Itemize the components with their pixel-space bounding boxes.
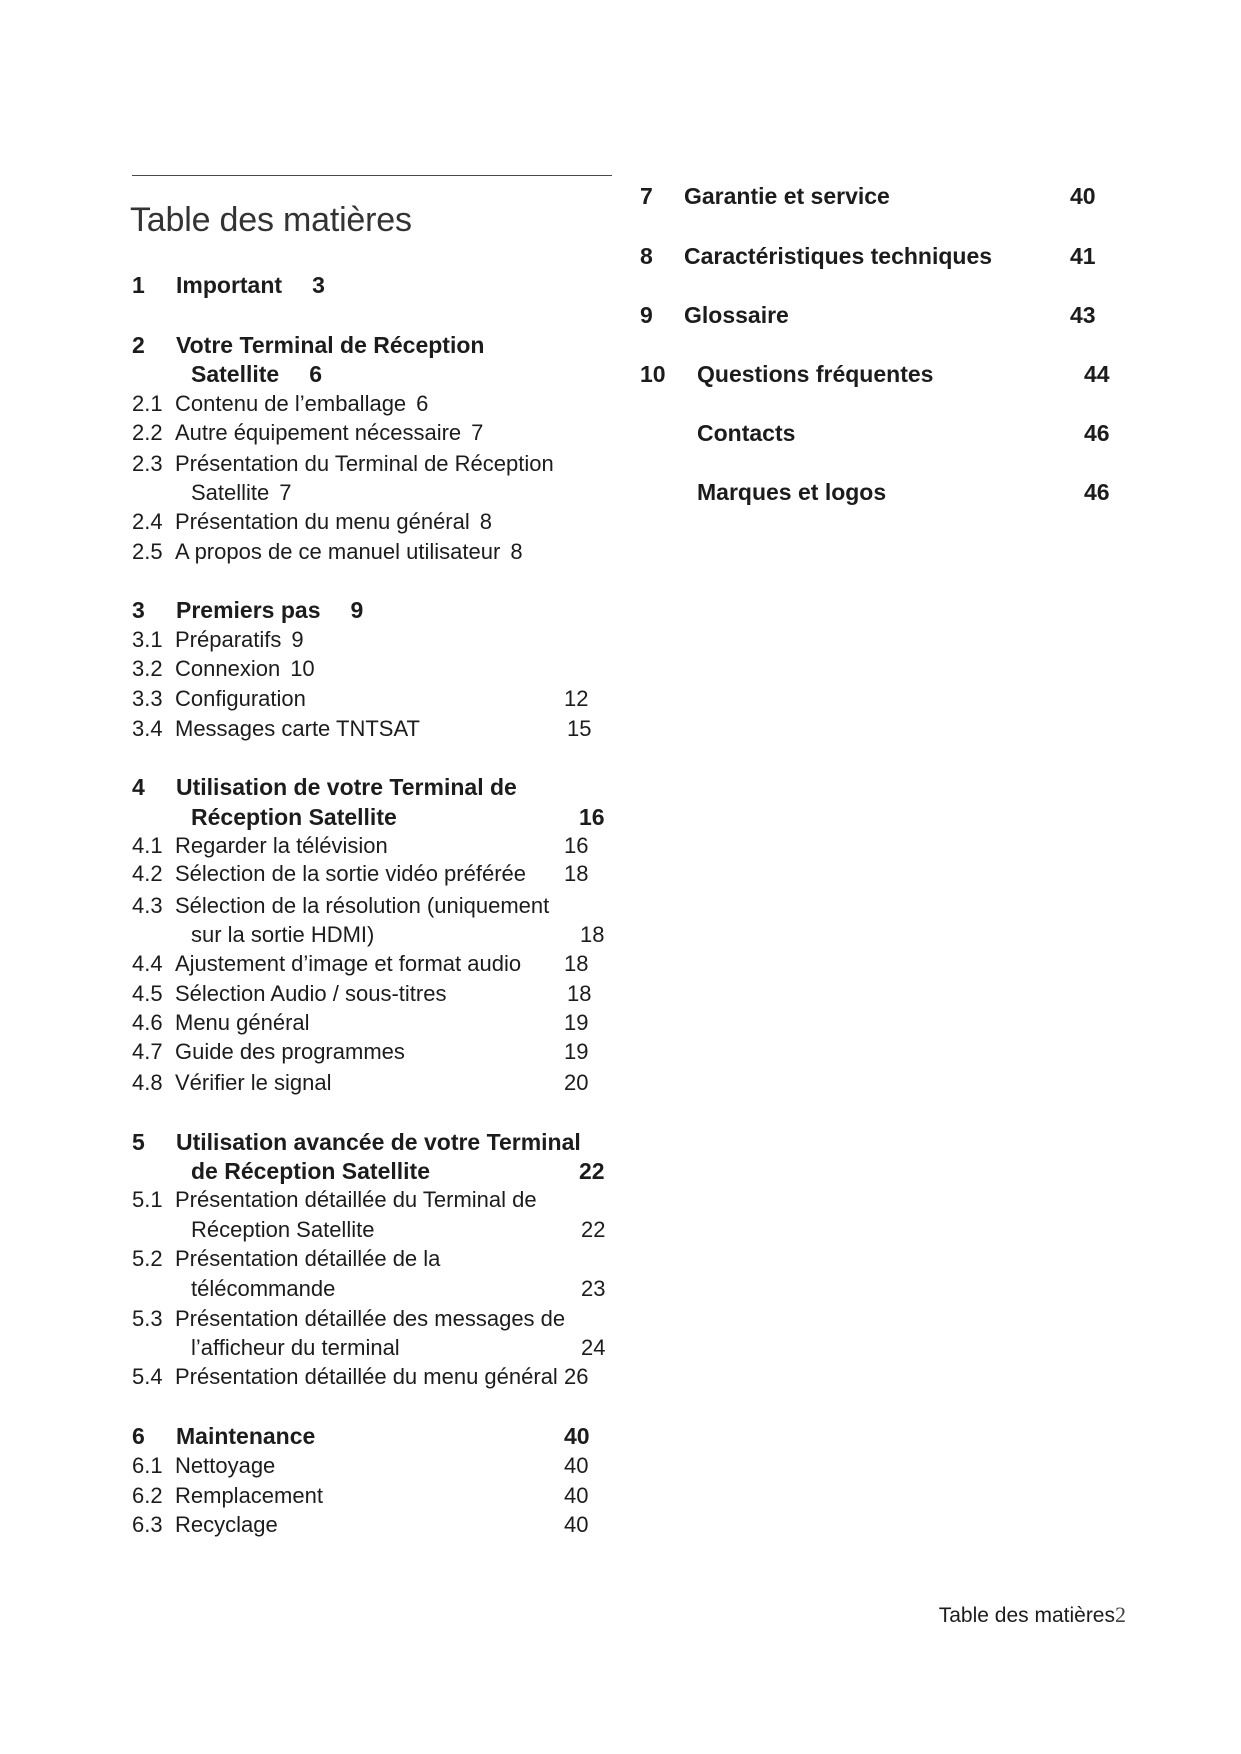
entry-title: Nettoyage	[175, 1453, 276, 1478]
toc-section-heading	[0, 1421, 620, 1451]
page-number: 20	[564, 1070, 589, 1095]
entry-number: 2.1	[132, 391, 163, 416]
entry-number: 5.4	[132, 1364, 163, 1389]
entry-number: 4.5	[132, 981, 163, 1006]
toc-section-8	[620, 241, 1241, 271]
entry-title: Présentation du Terminal de Réception	[175, 451, 554, 476]
entry-title: l’afficheur du terminal	[191, 1335, 400, 1360]
section-title: Réception Satellite	[191, 804, 397, 830]
toc-entry-3-4	[0, 714, 620, 744]
section-title: Questions fréquentes	[697, 361, 934, 387]
page-number: 7	[471, 420, 484, 445]
toc-section-heading	[0, 330, 620, 360]
page-number: 15	[567, 716, 592, 741]
section-number: 4	[132, 774, 145, 800]
page-number: 10	[290, 656, 315, 681]
entry-title-group	[175, 418, 483, 448]
entry-number: 5.3	[132, 1306, 163, 1331]
section-title: Important	[176, 272, 283, 298]
entry-title-group	[175, 537, 523, 567]
toc-section-heading	[0, 772, 620, 802]
toc-section-heading-continued	[0, 359, 620, 389]
entry-title: Connexion	[175, 656, 281, 681]
entry-title: télécommande	[191, 1276, 336, 1301]
page-number: 40	[564, 1483, 589, 1508]
section-title: Utilisation avancée de votre Terminal	[176, 1129, 581, 1155]
entry-number: 5.1	[132, 1187, 163, 1212]
entry-title: Présentation détaillée de la	[175, 1246, 441, 1271]
page-number: 22	[581, 1217, 606, 1242]
toc-entry-3-3	[0, 684, 620, 714]
section-title: Premiers pas	[176, 597, 321, 623]
entry-number: 3.3	[132, 686, 163, 711]
entry-number: 5.2	[132, 1246, 163, 1271]
page-number: 40	[564, 1453, 589, 1478]
entry-title: Présentation détaillée des messages de	[175, 1306, 566, 1331]
toc-entry-4-8	[0, 1068, 620, 1098]
toc-section-10	[620, 359, 1241, 389]
entry-title: Sélection Audio / sous-titres	[175, 981, 447, 1006]
toc-entry-4-4	[0, 949, 620, 979]
page-number: 43	[1070, 302, 1096, 328]
section-number: 8	[640, 243, 653, 269]
entry-number: 2.5	[132, 539, 163, 564]
entry-number: 6.1	[132, 1453, 163, 1478]
toc-entry-4-5	[0, 979, 620, 1009]
toc-entry-6-2	[0, 1481, 620, 1511]
toc-entry-5-1	[0, 1185, 620, 1215]
entry-title: Satellite	[191, 480, 270, 505]
page-number: 12	[564, 686, 589, 711]
toc-entry-5-2	[0, 1244, 620, 1274]
section-title-group	[191, 359, 322, 389]
entry-title: Configuration	[175, 686, 306, 711]
entry-number: 2.3	[132, 451, 163, 476]
entry-title: Réception Satellite	[191, 1217, 375, 1242]
toc-section-heading	[0, 1127, 620, 1157]
page-number: 18	[564, 861, 589, 886]
entry-title: Guide des programmes	[175, 1039, 405, 1064]
entry-number: 4.2	[132, 861, 163, 886]
page-number: 40	[1070, 183, 1096, 209]
entry-number: 4.7	[132, 1039, 163, 1064]
entry-number: 4.1	[132, 833, 163, 858]
footer-page-number: 2	[1115, 1602, 1126, 1627]
page-number: 40	[564, 1512, 589, 1537]
section-title: Glossaire	[684, 302, 789, 328]
section-number: 3	[132, 597, 145, 623]
section-number: 5	[132, 1129, 145, 1155]
section-title: Satellite	[191, 361, 280, 387]
page-number: 23	[581, 1276, 606, 1301]
toc-entry-2-4	[0, 507, 620, 537]
entry-title: Recyclage	[175, 1512, 278, 1537]
toc-entry-2-3-continued	[0, 478, 620, 508]
entry-number: 3.1	[132, 627, 163, 652]
entry-title-group	[175, 389, 428, 419]
footer-label: Table des matières	[938, 1604, 1115, 1627]
page-footer	[939, 1600, 1126, 1630]
page-number: 8	[510, 539, 523, 564]
page-number: 18	[567, 981, 592, 1006]
entry-title: Menu général	[175, 1010, 310, 1035]
section-title: Utilisation de votre Terminal de	[176, 774, 517, 800]
section-title: Caractéristiques techniques	[684, 243, 993, 269]
toc-entry-5-2-continued	[0, 1274, 620, 1304]
page-number: 16	[579, 804, 605, 830]
page-number: 41	[1070, 243, 1096, 269]
toc-section-9	[620, 300, 1241, 330]
toc-section-trademarks	[620, 477, 1241, 507]
section-number: 2	[132, 332, 145, 358]
section-number: 10	[640, 361, 666, 387]
page-number: 6	[309, 361, 323, 387]
toc-entry-5-1-continued	[0, 1215, 620, 1245]
toc-entry-4-3	[0, 891, 620, 921]
page-number: 44	[1084, 361, 1110, 387]
title-rule	[132, 175, 612, 176]
toc-entry-3-2	[0, 654, 620, 684]
entry-title: Messages carte TNTSAT	[175, 716, 420, 741]
toc-entry-6-1	[0, 1451, 620, 1481]
page-number: 46	[1084, 479, 1110, 505]
page-number: 7	[279, 480, 292, 505]
entry-title: sur la sortie HDMI)	[191, 922, 375, 947]
section-title-group	[176, 270, 325, 300]
section-title: Maintenance	[176, 1423, 316, 1449]
entry-title: Vérifier le signal	[175, 1070, 332, 1095]
entry-number: 4.4	[132, 951, 163, 976]
entry-title: Sélection de la sortie vidéo préférée	[175, 861, 526, 886]
toc-entry-4-6	[0, 1008, 620, 1038]
entry-number: 3.2	[132, 656, 163, 681]
page-number: 46	[1084, 420, 1110, 446]
entry-number: 4.8	[132, 1070, 163, 1095]
section-title-group	[176, 595, 363, 625]
entry-title-group	[191, 478, 292, 508]
entry-title: Ajustement d’image et format audio	[175, 951, 522, 976]
page-number: 6	[416, 391, 429, 416]
page-number: 9	[350, 597, 364, 623]
page-number: 3	[312, 272, 325, 298]
entry-title: Préparatifs	[175, 627, 282, 652]
page-number: 9	[291, 627, 304, 652]
entry-title: Remplacement	[175, 1483, 323, 1508]
toc-entry-2-3	[0, 449, 620, 479]
toc-entry-2-2	[0, 418, 620, 448]
page-title: Table des matières	[130, 201, 412, 239]
toc-entry-6-3	[0, 1510, 620, 1540]
page-number: 16	[564, 833, 589, 858]
entry-title: Contenu de l’emballage	[175, 391, 407, 416]
entry-title: Regarder la télévision	[175, 833, 388, 858]
toc-section-7	[620, 181, 1241, 211]
entry-number: 2.2	[132, 420, 163, 445]
toc-section-heading-continued	[0, 1156, 620, 1186]
page-number: 19	[564, 1039, 589, 1064]
section-number: 9	[640, 302, 653, 328]
toc-entry-4-7	[0, 1037, 620, 1067]
toc-entry-2-5	[0, 537, 620, 567]
entry-title-group	[175, 625, 304, 655]
toc-section-heading	[0, 595, 620, 625]
section-title: Garantie et service	[684, 183, 890, 209]
page-number: 19	[564, 1010, 589, 1035]
entry-number: 6.2	[132, 1483, 163, 1508]
page-number: 26	[564, 1364, 589, 1389]
entry-number: 2.4	[132, 509, 163, 534]
page-number: 18	[564, 951, 589, 976]
toc-entry-5-3	[0, 1304, 620, 1334]
entry-title: Présentation détaillée du menu général	[175, 1364, 558, 1389]
toc-entry-2-1	[0, 389, 620, 419]
entry-title: Présentation du menu général	[175, 509, 470, 534]
entry-title: A propos de ce manuel utilisateur	[175, 539, 501, 564]
toc-entry-4-2	[0, 859, 620, 889]
page-number: 24	[581, 1335, 606, 1360]
section-number: 7	[640, 183, 653, 209]
section-number: 1	[132, 272, 145, 298]
entry-title-group	[175, 654, 315, 684]
entry-title: Sélection de la résolution (uniquement	[175, 893, 550, 918]
page-number: 18	[580, 922, 605, 947]
entry-title-group	[175, 507, 492, 537]
page-number: 22	[579, 1158, 605, 1184]
section-title: Votre Terminal de Réception	[176, 332, 485, 358]
toc-entry-4-1	[0, 831, 620, 861]
toc-section-heading	[0, 270, 620, 300]
entry-title: Autre équipement nécessaire	[175, 420, 462, 445]
section-number: 6	[132, 1423, 145, 1449]
toc-entry-3-1	[0, 625, 620, 655]
toc-entry-4-3-continued	[0, 920, 620, 950]
toc-entry-5-4	[0, 1362, 620, 1392]
page-number: 8	[479, 509, 493, 534]
entry-title: Présentation détaillée du Terminal de	[175, 1187, 537, 1212]
section-title: Contacts	[697, 420, 796, 446]
section-title: Marques et logos	[697, 479, 887, 505]
toc-section-heading-continued	[0, 802, 620, 832]
entry-number: 3.4	[132, 716, 163, 741]
entry-number: 6.3	[132, 1512, 163, 1537]
toc-section-contacts	[620, 418, 1241, 448]
entry-number: 4.6	[132, 1010, 163, 1035]
toc-entry-5-3-continued	[0, 1333, 620, 1363]
page-number: 40	[564, 1423, 590, 1449]
section-title: de Réception Satellite	[191, 1158, 431, 1184]
entry-number: 4.3	[132, 893, 163, 918]
